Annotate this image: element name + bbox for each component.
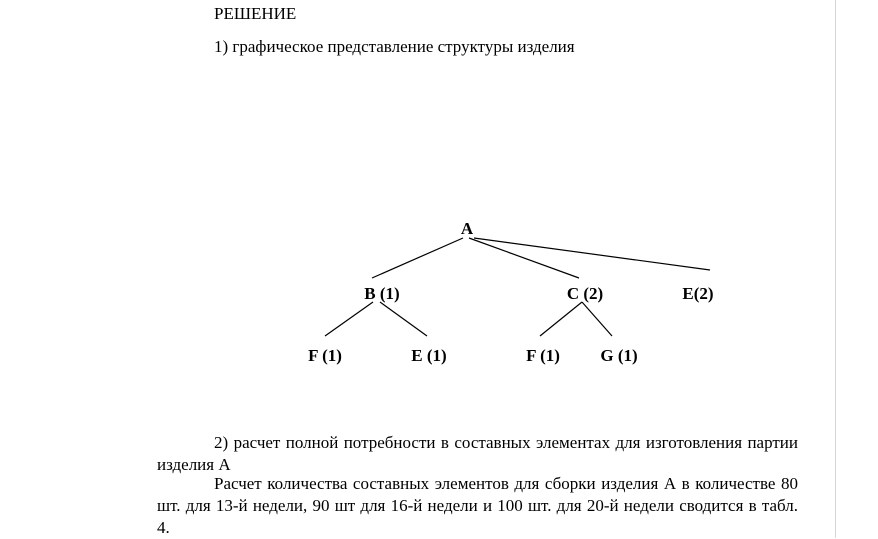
paragraph-requirements-text: 2) расчет полной потребности в составных элементах для изготовления партии изделия А xyxy=(157,433,798,474)
tree-node-level1: E(2) xyxy=(682,284,714,303)
edge-b-e xyxy=(380,302,427,336)
edge-a-c xyxy=(469,238,579,278)
edge-c-f xyxy=(540,302,582,336)
paragraph-calculation-text: Расчет количества составных элементов для сборки изделия А в количестве 80 шт. для 13-й недели, 90 шт для 16-й недели и 100 шт. для 20-й недели сводится в табл. 4. xyxy=(157,474,798,537)
tree-node-level2: F (1) xyxy=(526,346,560,365)
tree-node-level2: F (1) xyxy=(308,346,342,365)
tree-node-root: A xyxy=(460,219,474,238)
tree-node-level1: B (1) xyxy=(364,284,400,303)
paragraph-requirements xyxy=(157,432,798,476)
edge-b-f xyxy=(325,302,373,336)
edge-a-b xyxy=(372,238,463,278)
section-heading: РЕШЕНИЕ xyxy=(214,4,297,23)
tree-nodes xyxy=(308,219,714,365)
paragraph-calculation xyxy=(157,473,798,539)
tree-node-level2: E (1) xyxy=(411,346,447,365)
edge-c-g xyxy=(582,302,612,336)
tree-node-level1: C (2) xyxy=(566,284,604,303)
tree-node-level2: G (1) xyxy=(600,346,638,365)
edge-a-e xyxy=(474,238,710,270)
section-subheading: 1) графическое представление структуры изделия xyxy=(214,37,575,56)
